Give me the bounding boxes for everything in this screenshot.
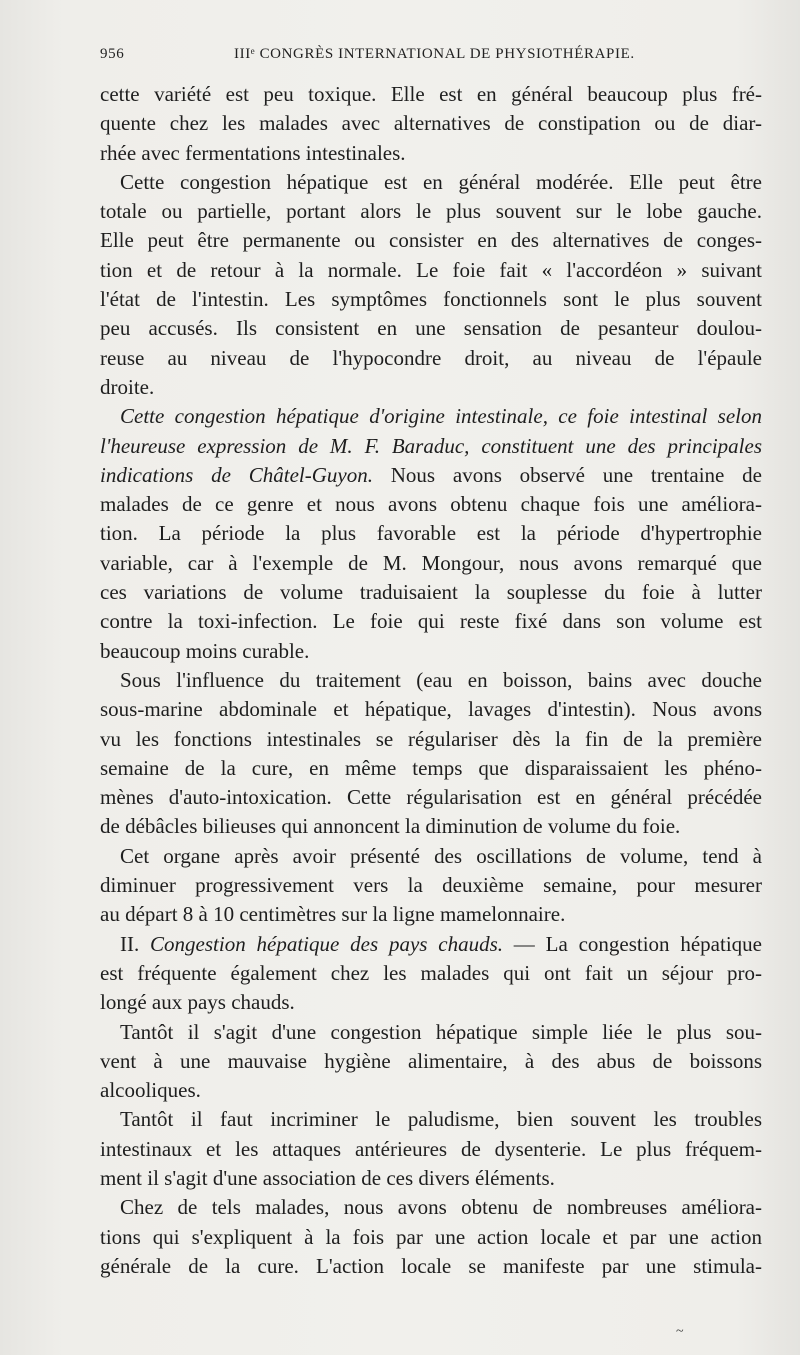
paragraph <box>100 168 762 402</box>
text-line: de débâcles bilieuses qui annoncent la diminution de volume du foie. <box>100 814 681 839</box>
paragraph <box>100 402 762 666</box>
text-line: contre la toxi-infection. Le foie qui reste fixé dans son volume est <box>100 609 762 634</box>
text-line: vent à une mauvaise hygiène alimentaire, à des abus de boissons <box>100 1048 762 1073</box>
paragraph <box>100 666 762 842</box>
page-number: 956 <box>100 46 125 62</box>
text-line <box>100 930 762 959</box>
text-line: intestinaux et les attaques antérieures de dysenterie. Le plus fréquem- <box>100 1136 762 1161</box>
text-line: vu les fonctions intestinales se régulariser dès la fin de la première <box>100 726 762 751</box>
text-line: est fréquente également chez les malades qui ont fait un séjour pro- <box>100 960 762 985</box>
italic-segment: Congestion hépatique des pays chauds. <box>150 931 503 956</box>
italic-segment: l'heureuse expression de M. F. Baraduc, constituent une des principales <box>100 433 762 458</box>
running-title: IIIᵉ CONGRÈS INTERNATIONAL DE PHYSIOTHÉRAPIE. <box>234 46 635 62</box>
text-line: variable, car à l'exemple de M. Mongour, nous avons remarqué que <box>100 550 762 575</box>
text-line: l'état de l'intestin. Les symptômes fonctionnels sont le plus souvent <box>100 287 762 312</box>
text-line: malades de ce genre et nous avons obtenu chaque fois une améliora- <box>100 492 762 517</box>
text-line: au départ 8 à 10 centimètres sur la ligne mamelonnaire. <box>100 902 566 927</box>
text-line: reuse au niveau de l'hypocondre droit, au niveau de l'épaule <box>100 345 762 370</box>
text-line <box>100 432 762 461</box>
text-line: ces variations de volume traduisaient la souplesse du foie à lutter <box>100 580 762 605</box>
text-line: mènes d'auto-intoxication. Cette régularisation est en général précédée <box>100 785 762 810</box>
text-line: semaine de la cure, en même temps que disparaissaient les phéno- <box>100 755 762 780</box>
text-line: rhée avec fermentations intestinales. <box>100 140 406 165</box>
text-line: ment il s'agit d'une association de ces divers éléments. <box>100 1165 555 1190</box>
text-line: tions qui s'expliquent à la fois par une action locale et par une action <box>100 1224 762 1249</box>
paragraph <box>100 1105 762 1193</box>
paragraph <box>100 1018 762 1106</box>
paragraph <box>100 930 762 1018</box>
text-line <box>100 461 762 490</box>
text-line: Chez de tels malades, nous avons obtenu de nombreuses améliora- <box>120 1195 762 1220</box>
text-line: longé aux pays chauds. <box>100 990 295 1015</box>
text-line: tion et de retour à la normale. Le foie fait « l'accordéon » suivant <box>100 257 762 282</box>
running-head <box>100 46 760 70</box>
paragraph <box>100 842 762 930</box>
text-segment: Nous avons observé une trentaine de <box>372 462 762 487</box>
text-line: Sous l'influence du traitement (eau en boisson, bains avec douche <box>120 667 762 692</box>
text-line: sous-marine abdominale et hépatique, lavages d'intestin). Nous avons <box>100 697 762 722</box>
italic-segment: Cette congestion hépatique d'origine intestinale, ce foie intestinal selon <box>120 404 762 429</box>
text-line: tion. La période la plus favorable est la période d'hypertrophie <box>100 521 762 546</box>
paragraph <box>100 80 762 168</box>
text-line: totale ou partielle, portant alors le plus souvent sur le lobe gauche. <box>100 199 762 224</box>
footer-mark: ~ <box>676 1324 684 1339</box>
text-line: cette variété est peu toxique. Elle est en général beaucoup plus fré- <box>100 82 762 106</box>
text-line: beaucoup moins curable. <box>100 638 310 663</box>
paragraph <box>100 1193 762 1281</box>
body-text <box>100 80 762 1281</box>
text-line: générale de la cure. L'action locale se manifeste par une stimula- <box>100 1253 762 1278</box>
text-line: quente chez les malades avec alternatives de constipation ou de diar- <box>100 111 762 136</box>
text-segment: — La congestion hépatique <box>503 931 762 956</box>
text-line: diminuer progressivement vers la deuxième semaine, pour mesurer <box>100 873 762 898</box>
text-line: Cette congestion hépatique est en général modérée. Elle peut être <box>120 169 762 194</box>
text-line: Tantôt il s'agit d'une congestion hépatique simple liée le plus sou- <box>120 1019 762 1044</box>
italic-segment: indications de Châtel-Guyon. <box>100 462 373 487</box>
text-line <box>100 402 762 431</box>
text-line: Tantôt il faut incriminer le paludisme, bien souvent les troubles <box>120 1107 762 1132</box>
text-line: Elle peut être permanente ou consister en des alternatives de conges- <box>100 228 762 253</box>
text-segment: II. <box>120 931 151 956</box>
text-line: droite. <box>100 374 155 399</box>
text-line: Cet organe après avoir présenté des oscillations de volume, tend à <box>120 843 762 868</box>
text-line: peu accusés. Ils consistent en une sensation de pesanteur doulou- <box>100 316 762 341</box>
text-line: alcooliques. <box>100 1078 201 1103</box>
